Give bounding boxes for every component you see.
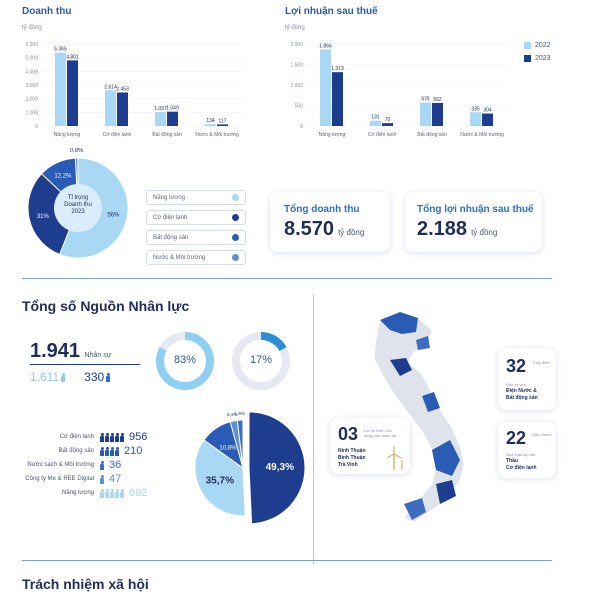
revenue-bar-2022 — [205, 124, 216, 126]
male-pct: 83% — [173, 354, 197, 366]
legend-2022 — [524, 42, 551, 49]
hr-total-underline — [30, 364, 140, 365]
profit-ytick: 1.000 — [290, 83, 303, 89]
csr-divider — [22, 560, 552, 561]
person-icon — [105, 447, 109, 456]
wind-turbine-icon — [382, 444, 406, 470]
profit-value-label: 575 — [421, 96, 430, 103]
revenue-category-label: Nước & Môi trường — [195, 132, 239, 138]
revenue-ytick: 4.000 — [25, 69, 38, 76]
wind-small2: đang vận hành tại — [364, 433, 396, 438]
segment-legend-label: Cơ điện lạnh — [153, 214, 188, 221]
person-icon — [120, 489, 124, 498]
person-icon — [100, 461, 104, 470]
hr-row-label: Công ty Me & REE Digital — [25, 476, 94, 482]
profit-value-label: 131 — [371, 114, 380, 121]
hr-breakdown-row — [22, 458, 147, 472]
male-icon — [61, 373, 65, 382]
revenue-bar-2022 — [155, 112, 166, 126]
revenue-value-label: 4.801 — [66, 54, 79, 61]
hr-row-value: 47 — [109, 473, 122, 485]
person-icon — [115, 447, 119, 456]
hr-total-value: 1.941 — [30, 340, 81, 362]
profit-ytick: 500 — [294, 103, 303, 110]
revenue-ytick: 2.000 — [25, 96, 38, 103]
revenue-ytick: 5.000 — [25, 55, 38, 62]
revenue-ytick: 1.000 — [25, 110, 38, 117]
vertical-divider — [313, 294, 314, 564]
revenue-category-label: Năng lượng — [53, 132, 81, 138]
revenue-value-label: 117 — [218, 118, 227, 125]
person-icon — [105, 489, 109, 498]
legend-swatch-2023 — [524, 55, 531, 62]
profit-category-label: Bất động sản — [417, 132, 447, 138]
segment-legend-dot — [232, 214, 239, 221]
donut-slice-label: 12,2% — [54, 173, 72, 180]
donut-center-label — [48, 195, 108, 216]
donut-slice-label: 0,8% — [69, 148, 84, 155]
total-profit-label: Tổng lợi nhuận sau thuế — [417, 204, 534, 215]
donut-slice-label: 31% — [36, 213, 49, 220]
revenue-value-label: 5.365 — [54, 46, 67, 53]
profit-bar-2022 — [470, 112, 481, 126]
hr-row-label: Năng lượng — [62, 490, 94, 496]
hr-female-count: 330 — [84, 370, 105, 384]
hr-breakdown-row — [22, 472, 147, 486]
profit-value-label: 70 — [384, 117, 391, 124]
wind-place3: Trà Vinh — [338, 462, 358, 468]
profit-bar-2023 — [482, 114, 493, 126]
profit-category-label: Năng lượng — [318, 132, 346, 138]
segment-legend-label: Nước & Môi trường — [153, 254, 206, 261]
profit-category-label: Nước & Môi trường — [460, 132, 504, 138]
profit-bar-2022 — [370, 121, 381, 126]
total-profit-card — [405, 192, 542, 252]
donut-center-line1: Tỉ trọng — [67, 195, 89, 201]
total-revenue-label: Tổng doanh thu — [284, 204, 360, 215]
donut-slice-label: 56% — [107, 212, 120, 219]
person-icon — [110, 447, 114, 456]
hr-pie-label: 10,8% — [219, 445, 237, 452]
hr-breakdown-row — [22, 430, 147, 444]
hr-row-value: 36 — [109, 459, 122, 471]
map-stat-1-num: 32 — [506, 356, 527, 376]
profit-ytick: 2.000 — [290, 42, 303, 48]
hr-pie-label: 35,7% — [205, 475, 234, 487]
wind-num: 03 — [338, 424, 359, 444]
profit-ytick: 1.500 — [290, 62, 303, 69]
profit-value-label: 562 — [433, 96, 442, 103]
hr-share-pie — [168, 410, 318, 530]
map-stat-2-desc3: Cơ điện lạnh — [506, 465, 537, 471]
profit-title: Lợi nhuận sau thuế — [285, 6, 378, 17]
revenue-value-label: 134 — [206, 118, 215, 125]
map-stat-1-desc1: Đầu tư vào — [506, 382, 526, 387]
hr-row-value: 692 — [129, 487, 148, 499]
profit-bar-2023 — [332, 72, 343, 126]
total-revenue-value-wrap — [284, 218, 364, 241]
revenue-ytick: 3.000 — [25, 83, 38, 89]
donut-center-line2: Doanh thu — [64, 202, 92, 208]
revenue-bar-2023 — [217, 124, 228, 126]
legend-swatch-2022 — [524, 42, 531, 49]
segment-legend-label: Năng lượng — [153, 194, 185, 201]
profit-bar-2022 — [320, 49, 331, 126]
person-icon — [120, 433, 124, 442]
segment-legend-item — [146, 250, 246, 265]
hr-row-value: 210 — [124, 445, 143, 457]
person-icon — [100, 475, 104, 484]
person-icon — [100, 447, 104, 456]
revenue-title: Doanh thu — [22, 6, 72, 17]
profit-bar-2022 — [420, 102, 431, 126]
map-stat-card-2 — [498, 422, 556, 478]
segment-legend-item — [146, 230, 246, 245]
legend-label-2022: 2022 — [535, 42, 551, 49]
hr-row-label: Nước sạch & Môi trường — [27, 462, 94, 468]
hr-pie-label: 2,4% — [227, 412, 238, 418]
segment-legend-dot — [232, 254, 239, 261]
hr-breakdown-list — [22, 430, 147, 500]
revenue-bar-2022 — [105, 90, 116, 126]
person-icon — [100, 433, 104, 442]
total-profit-unit: tỷ đồng — [471, 228, 498, 237]
wind-small1: Dự án Điện Gió — [364, 428, 392, 433]
hr-gender — [30, 370, 111, 384]
map-stat-2-desc1: Nhà thầu lập đặt — [506, 452, 536, 457]
csr-title: Trách nhiệm xã hội — [22, 576, 149, 592]
hr-total-unit: Nhân sự — [84, 352, 112, 359]
revenue-category-label: Cơ điện lạnh — [102, 132, 132, 138]
person-icon — [110, 489, 114, 498]
donut-center-line3: 2023 — [71, 209, 85, 215]
revenue-unit: tỷ đồng — [22, 25, 42, 31]
profit-value-label: 1.313 — [331, 66, 344, 73]
segment-legend — [146, 190, 246, 270]
revenue-value-label: 1.049 — [166, 105, 179, 112]
profit-value-label: 304 — [483, 107, 492, 114]
profit-ytick: 0 — [300, 124, 303, 130]
segment-legend-dot — [232, 234, 239, 241]
total-revenue-value: 8.570 — [284, 218, 335, 240]
revenue-bar-2023 — [117, 92, 128, 126]
person-icon — [105, 433, 109, 442]
wind-card — [330, 418, 410, 474]
hr-total — [30, 340, 111, 363]
hr-male-count: 1.611 — [30, 370, 60, 384]
hr-breakdown-row — [22, 444, 147, 458]
revenue-bar-2023 — [67, 60, 78, 126]
female-pct: 17% — [249, 354, 273, 366]
profit-category-label: Cơ điện lạnh — [367, 132, 397, 138]
revenue-ytick: 0 — [35, 124, 38, 130]
total-profit-value-wrap — [417, 218, 497, 241]
revenue-category-label: Bất động sản — [152, 132, 182, 138]
year-legend — [524, 42, 551, 62]
map-stat-card-1 — [498, 348, 556, 410]
person-icon — [100, 489, 104, 498]
map-stat-1-desc3: Bất động sản — [506, 395, 538, 401]
revenue-bar-chart — [12, 34, 252, 144]
map-stat-1-small: Thủy điện — [532, 360, 550, 365]
profit-bar-chart — [277, 34, 517, 144]
wind-place2: Bình Thuận — [338, 455, 366, 461]
profit-value-label: 335 — [471, 106, 480, 113]
revenue-bar-2022 — [55, 53, 66, 126]
revenue-bar-2023 — [167, 112, 178, 126]
total-profit-value: 2.188 — [417, 218, 468, 240]
profit-bar-2023 — [382, 123, 393, 126]
map-stat-2-desc2: Thầu — [506, 458, 518, 464]
section-divider — [22, 278, 552, 279]
map-stat-2-small: Giao thành — [532, 432, 552, 437]
hr-title: Tổng số Nguồn Nhân lực — [22, 298, 190, 314]
profit-unit: tỷ đồng — [285, 25, 305, 31]
total-revenue-card — [270, 192, 390, 252]
hr-pie-label: 1,9% — [234, 411, 245, 417]
revenue-value-label: 1.037 — [154, 105, 167, 112]
revenue-value-label: 2.614 — [104, 84, 117, 91]
map-stat-2-num: 22 — [506, 428, 527, 448]
segment-legend-item — [146, 210, 246, 225]
person-icon — [115, 433, 119, 442]
hr-row-label: Cơ điện lạnh — [59, 434, 94, 440]
legend-2023 — [524, 55, 551, 62]
segment-legend-item — [146, 190, 246, 205]
segment-legend-label: Bất động sản — [153, 234, 189, 241]
person-icon — [115, 489, 119, 498]
revenue-value-label: 2.453 — [116, 86, 129, 93]
hr-breakdown-row — [22, 486, 147, 500]
total-revenue-unit: tỷ đồng — [338, 228, 365, 237]
hr-row-label: Bất động sản — [58, 448, 94, 454]
wind-place1: Ninh Thuận — [338, 448, 366, 454]
person-icon — [110, 433, 114, 442]
hr-row-value: 956 — [129, 431, 148, 443]
profit-bar-2023 — [432, 103, 443, 126]
female-icon — [106, 373, 110, 382]
profit-value-label: 1.866 — [319, 43, 332, 50]
revenue-ytick: 6.000 — [25, 42, 38, 48]
map-stat-1-desc2: Điện Nước & — [506, 388, 537, 394]
hr-pie-label: 49,3% — [265, 462, 294, 474]
legend-label-2023: 2023 — [535, 55, 551, 62]
segment-legend-dot — [232, 194, 239, 201]
